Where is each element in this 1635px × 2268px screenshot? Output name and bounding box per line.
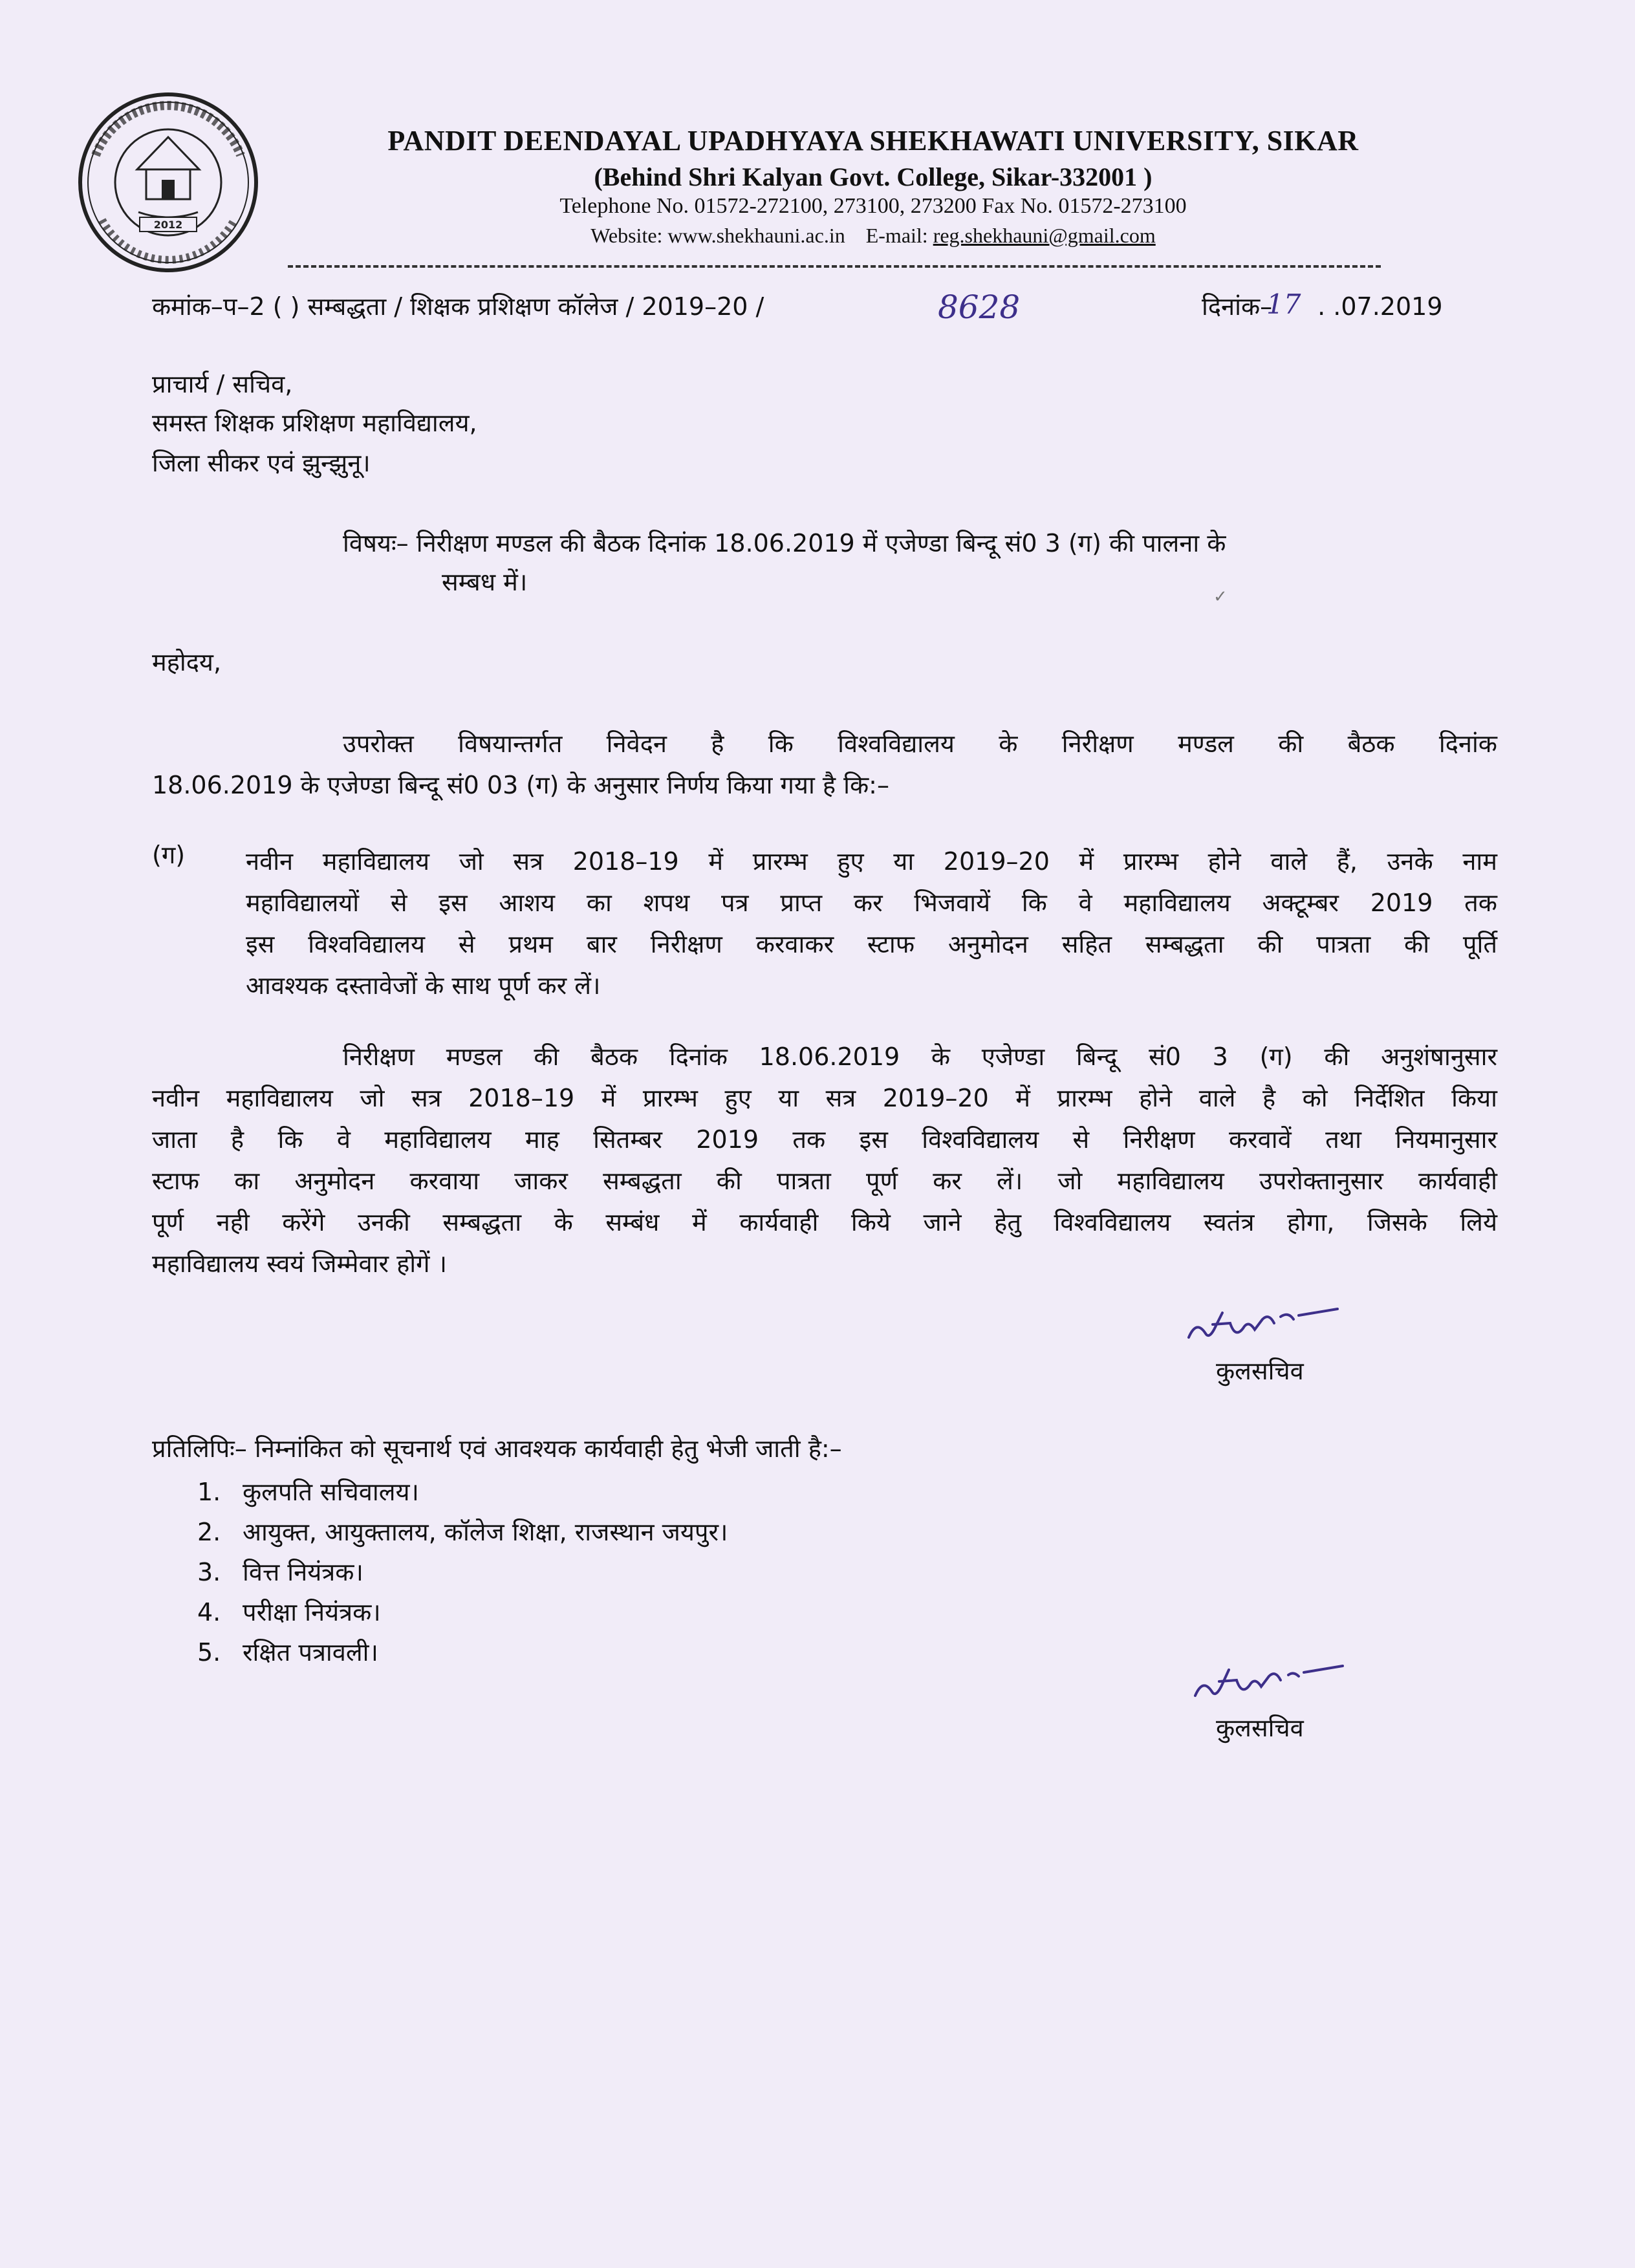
copy-to-intro: प्रतिलिपिः– निम्नांकित को सूचनार्थ एवं आवश्यक कार्यवाही हेतु भेजी जाती है:– xyxy=(152,1434,842,1463)
svg-text:2012: 2012 xyxy=(153,219,183,231)
copy-list-item: 1. कुलपति सचिवालय। xyxy=(197,1478,419,1506)
handwritten-date-day: 17 xyxy=(1266,288,1301,320)
paragraph-line: इस विश्वविद्यालय से प्रथम बार निरीक्षण करवाकर स्टाफ अनुमोदन सहित सम्बद्धता की पात्रता की पूर्ति xyxy=(246,930,1497,958)
paragraph-line: आवश्यक दस्तावेजों के साथ पूर्ण कर लें। xyxy=(246,971,601,1000)
letter-date xyxy=(1202,292,1443,322)
copy-list-item: 2. आयुक्त, आयुक्तालय, कॉलेज शिक्षा, राजस्थान जयपुर। xyxy=(197,1518,728,1546)
paragraph-line: निरीक्षण मण्डल की बैठक दिनांक 18.06.2019 के एजेण्डा बिन्दू सं0 3 (ग) की अनुशंषानुसार xyxy=(343,1042,1497,1071)
reference-number: कमांक–प–2 ( ) सम्बद्धता / शिक्षक प्रशिक्षण कॉलेज / 2019–20 / xyxy=(152,292,764,321)
paragraph-line: महाविद्यालयों से इस आशय का शपथ पत्र प्राप्त कर भिजवायें कि वे महाविद्यालय अक्टूम्बर 2019 तक xyxy=(246,889,1497,917)
paragraph-line: नवीन महाविद्यालय जो सत्र 2018–19 में प्रारम्भ हुए या सत्र 2019–20 में प्रारम्भ होने वाले है को निर्देशित किया xyxy=(152,1084,1497,1112)
check-mark-icon: ✓ xyxy=(1213,587,1228,607)
signatory-designation: कुलसचिव xyxy=(1216,1357,1304,1385)
university-name: PANDIT DEENDAYAL UPADHYAYA SHEKHAWATI UNIVERSITY, SIKAR xyxy=(387,125,1359,157)
paragraph-line: पूर्ण नही करेंगे उनकी सम्बद्धता के सम्बंध में कार्यवाही किये जाने हेतु विश्वविद्यालय स्वतंत्र होगा, जिसके लिये xyxy=(152,1208,1497,1237)
addressee-line: समस्त शिक्षक प्रशिक्षण महाविद्यालय, xyxy=(152,409,477,437)
copy-list-item: 5. रक्षित पत्रावली। xyxy=(197,1638,378,1667)
paragraph-directive xyxy=(152,1036,1497,1284)
date-label: दिनांक– xyxy=(1202,292,1273,321)
date-suffix: . .07.2019 xyxy=(1317,292,1443,321)
paragraph-decision xyxy=(246,841,1497,1006)
signature-registrar-copy xyxy=(1190,1656,1352,1707)
copy-list-item: 3. वित्त नियंत्रक। xyxy=(197,1558,363,1586)
university-telephone: Telephone No. 01572-272100, 273100, 273200 Fax No. 01572-273100 xyxy=(559,194,1187,218)
signatory-designation: कुलसचिव xyxy=(1216,1714,1304,1742)
handwritten-reference-number: 8628 xyxy=(938,288,1021,326)
header-divider xyxy=(288,265,1381,268)
paragraph-line: जाता है कि वे महाविद्यालय माह सितम्बर 2019 तक इस विश्वविद्यालय से निरीक्षण करवावें तथा नियमानुसार xyxy=(152,1125,1497,1154)
email-link[interactable]: reg.shekhauni@gmail.com xyxy=(933,224,1156,247)
university-contact xyxy=(246,224,1500,248)
signature-registrar xyxy=(1184,1300,1345,1352)
website-text: Website: www.shekhauni.ac.in E-mail: xyxy=(590,224,933,247)
subject-line: विषयः– निरीक्षण मण्डल की बैठक दिनांक 18.06.2019 में एजेण्डा बिन्दू सं0 3 (ग) की पालना के xyxy=(343,529,1226,557)
paragraph-line: 18.06.2019 के एजेण्डा बिन्दू सं0 03 (ग) के अनुसार निर्णय किया गया है कि:– xyxy=(152,771,889,799)
university-address: (Behind Shri Kalyan Govt. College, Sikar-332001 ) xyxy=(594,162,1153,191)
paragraph-line: स्टाफ का अनुमोदन करवाया जाकर सम्बद्धता की पात्रता पूर्ण कर लें। जो महाविद्यालय उपरोक्तानुसार कार्यवाही xyxy=(152,1167,1497,1195)
paragraph-line: नवीन महाविद्यालय जो सत्र 2018–19 में प्रारम्भ हुए या 2019–20 में प्रारम्भ होने वाले हैं, उनके नाम xyxy=(246,847,1497,876)
addressee-line: प्राचार्य / सचिव, xyxy=(152,370,293,398)
paragraph-line: महाविद्यालय स्वयं जिम्मेवार होगें । xyxy=(152,1249,448,1278)
subject-line: सम्बध में। xyxy=(442,568,528,596)
copy-list-item: 4. परीक्षा नियंत्रक। xyxy=(197,1598,381,1626)
paragraph-line: उपरोक्त विषयान्तर्गत निवेदन है कि विश्वविद्यालय के निरीक्षण मण्डल की बैठक दिनांक xyxy=(343,729,1497,758)
university-seal-logo xyxy=(76,91,260,274)
addressee-line: जिला सीकर एवं झुन्झुनू। xyxy=(152,449,371,477)
salutation: महोदय, xyxy=(152,648,222,676)
item-marker: (ग) xyxy=(152,841,186,869)
paragraph-intro xyxy=(152,723,1497,806)
